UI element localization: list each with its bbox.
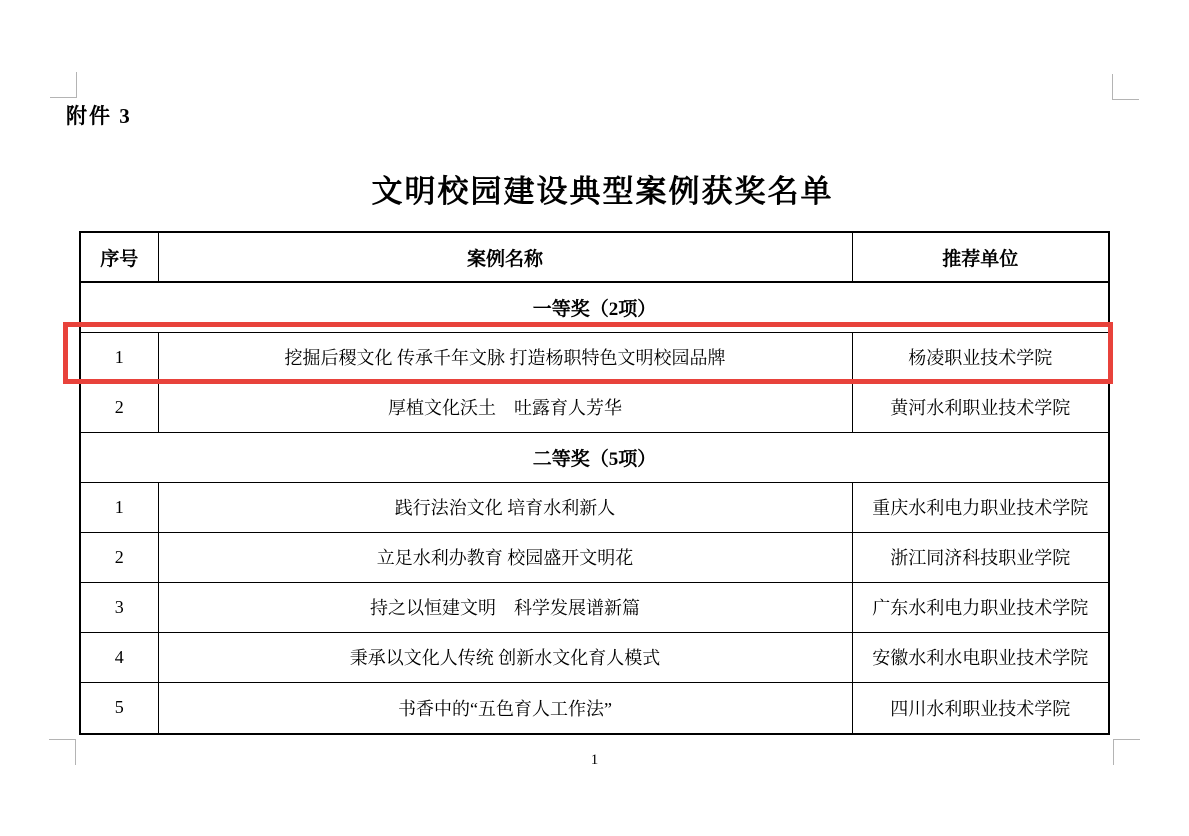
- section-row-second-prize: [80, 432, 1109, 482]
- text-boundary-mark-top-right: [1112, 74, 1139, 100]
- table-row: [80, 482, 1109, 532]
- cell-recommending-unit: 浙江同济科技职业学院: [852, 532, 1109, 582]
- cell-recommending-unit: 安徽水利水电职业技术学院: [852, 632, 1109, 682]
- cell-case-name: 立足水利办教育 校园盛开文明花: [158, 532, 852, 582]
- cell-recommending-unit: 杨凌职业技术学院: [852, 332, 1109, 382]
- cell-case-name: 秉承以文化人传统 创新水文化育人模式: [158, 632, 852, 682]
- attachment-label: 附件 3: [66, 104, 132, 128]
- table-row: [80, 382, 1109, 432]
- cell-number: 2: [80, 382, 158, 432]
- table-row: [80, 582, 1109, 632]
- header-cell-recommending-unit: 推荐单位: [852, 232, 1109, 282]
- table-header-row: [80, 232, 1109, 282]
- cell-case-name: 践行法治文化 培育水利新人: [158, 482, 852, 532]
- header-cell-case-name: 案例名称: [158, 232, 852, 282]
- section-label: 一等奖（2项）: [80, 282, 1109, 332]
- cell-number: 2: [80, 532, 158, 582]
- section-row-first-prize: [80, 282, 1109, 332]
- header-cell-number: 序号: [80, 232, 158, 282]
- table-row: [80, 532, 1109, 582]
- cell-recommending-unit: 重庆水利电力职业技术学院: [852, 482, 1109, 532]
- document-title: 文明校园建设典型案例获奖名单: [371, 174, 834, 209]
- table-row: [80, 632, 1109, 682]
- cell-case-name: 挖掘后稷文化 传承千年文脉 打造杨职特色文明校园品牌: [158, 332, 852, 382]
- cell-number: 5: [80, 682, 158, 734]
- cell-recommending-unit: 黄河水利职业技术学院: [852, 382, 1109, 432]
- cell-case-name: 厚植文化沃土 吐露育人芳华: [158, 382, 852, 432]
- cell-number: 1: [80, 332, 158, 382]
- cell-recommending-unit: 四川水利职业技术学院: [852, 682, 1109, 734]
- text-boundary-mark-top-left: [50, 72, 77, 98]
- table-row: [80, 332, 1109, 382]
- award-table: [79, 231, 1110, 735]
- cell-recommending-unit: 广东水利电力职业技术学院: [852, 582, 1109, 632]
- table-row: [80, 682, 1109, 734]
- cell-case-name: 书香中的“五色育人工作法”: [158, 682, 852, 734]
- cell-number: 4: [80, 632, 158, 682]
- section-label: 二等奖（5项）: [80, 432, 1109, 482]
- cell-number: 3: [80, 582, 158, 632]
- cell-number: 1: [80, 482, 158, 532]
- cell-case-name: 持之以恒建文明 科学发展谱新篇: [158, 582, 852, 632]
- page-number: 1: [590, 752, 599, 768]
